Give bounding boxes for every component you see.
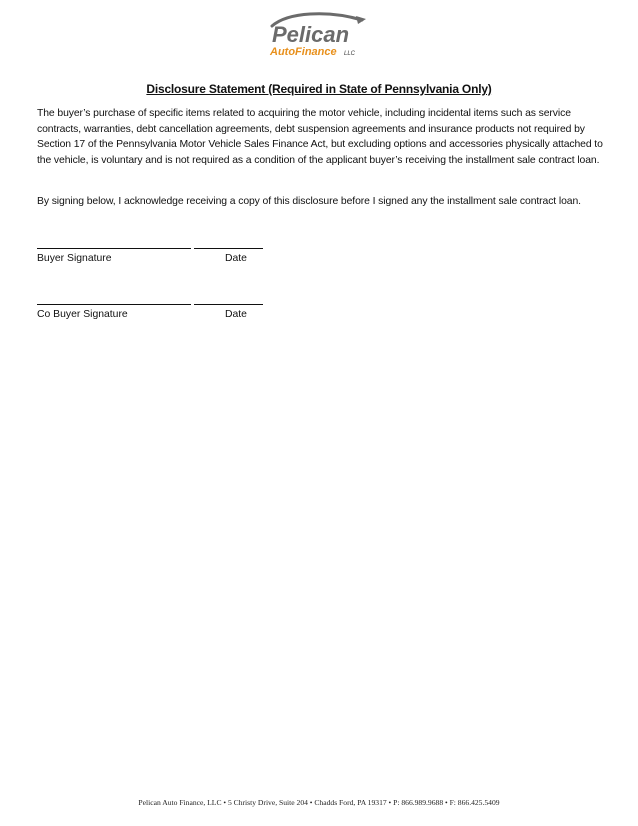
disclosure-paragraph: The buyer’s purchase of specific items related to acquiring the motor vehicle, including incidental items such as service contracts, warranties, debt cancellation agreements, debt suspension agreements and insurance products not required by Section 17 of the Pennsylvania Motor Vehicle Sales Finance Act, but excluding options and accessories physically attached to the vehicle, is voluntary and is not required as a condition of the applicant buyer’s receiving the installment sale contract loan.: [37, 108, 603, 166]
acknowledgement-paragraph: By signing below, I acknowledge receiving a copy of this disclosure before I signed any the installment sale contract loan.: [37, 196, 581, 207]
cobuyer-signature-label: Co Buyer Signature: [37, 309, 128, 320]
cobuyer-date-label: Date: [225, 309, 247, 320]
cobuyer-signature-line[interactable]: [37, 304, 191, 305]
company-logo: [258, 10, 378, 60]
buyer-date-line[interactable]: [194, 248, 263, 249]
logo-name-text: Pelican: [272, 22, 350, 47]
cobuyer-date-line[interactable]: [194, 304, 263, 305]
logo-suffix-text: LLC: [344, 51, 356, 57]
document-title: Disclosure Statement (Required in State of Pennsylvania Only): [146, 82, 492, 96]
pelican-logo-graphic: [258, 10, 378, 60]
company-footer: Pelican Auto Finance, LLC • 5 Christy Drive, Suite 204 • Chadds Ford, PA 19317 • P: 866.989.9688 • F: 866.425.5409: [138, 798, 500, 807]
buyer-signature-label: Buyer Signature: [37, 253, 112, 264]
buyer-date-label: Date: [225, 253, 247, 264]
logo-sub-text: AutoFinance: [270, 46, 337, 58]
buyer-signature-line[interactable]: [37, 248, 191, 249]
